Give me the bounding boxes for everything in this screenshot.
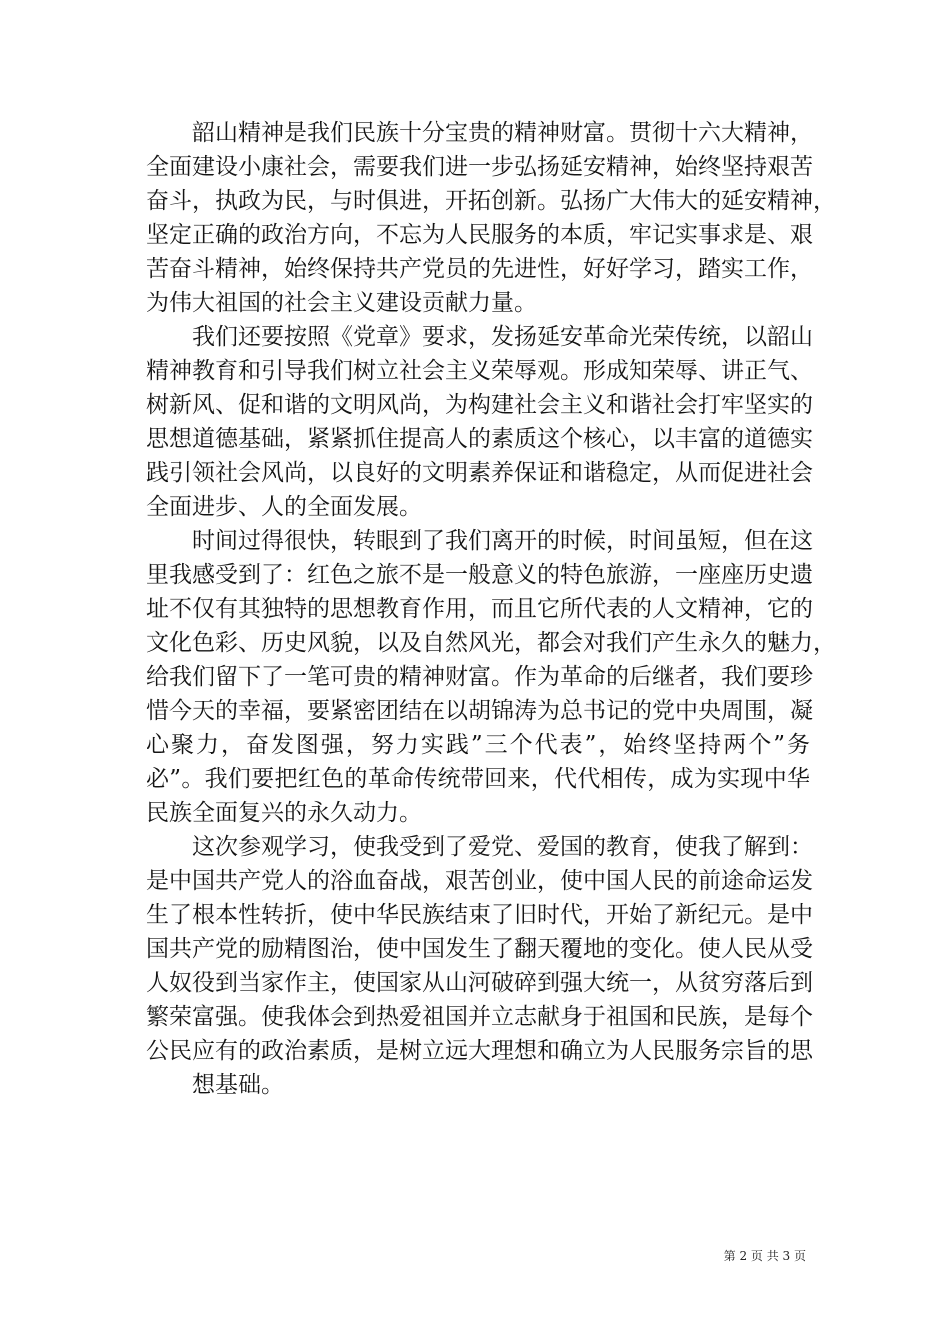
text-line: 奋斗，执政为民，与时俱进，开拓创新。弘扬广大伟大的延安精神，	[146, 188, 836, 214]
text-line: 践引领社会风尚，以良好的文明素养保证和谐稳定，从而促进社会	[146, 460, 813, 486]
text-line: 民族全面复兴的永久动力。	[146, 800, 422, 826]
text-line: 这次参观学习，使我受到了爱党、爱国的教育，使我了解到：	[192, 834, 813, 860]
text-line: 坚定正确的政治方向，不忘为人民服务的本质，牢记实事求是、艰	[146, 222, 813, 248]
text-line: 我们还要按照《党章》要求，发扬延安革命光荣传统，以韶山	[192, 324, 813, 350]
paragraph-2	[146, 320, 813, 524]
text-line: 国共产党的励精图治，使中国发生了翻天覆地的变化。使人民从受	[146, 936, 813, 962]
document-body	[146, 116, 836, 1102]
text-line: 全面建设小康社会，需要我们进一步弘扬延安精神，始终坚持艰苦	[146, 154, 813, 180]
text-line: 人奴役到当家作主，使国家从山河破碎到强大统一，从贫穷落后到	[146, 970, 813, 996]
text-line: 惜今天的幸福，要紧密团结在以胡锦涛为总书记的党中央周围，凝	[146, 698, 813, 724]
text-line: 想基础。	[192, 1072, 284, 1098]
text-line: 公民应有的政治素质，是树立远大理想和确立为人民服务宗旨的思	[146, 1038, 813, 1064]
text-line: 时间过得很快，转眼到了我们离开的时候，时间虽短，但在这	[192, 528, 813, 554]
text-line: 文化色彩、历史风貌，以及自然风光，都会对我们产生永久的魅力，	[146, 630, 836, 656]
text-line: 给我们留下了一笔可贵的精神财富。作为革命的后继者，我们要珍	[146, 664, 813, 690]
text-line: 繁荣富强。使我体会到热爱祖国并立志献身于祖国和民族，是每个	[146, 1004, 813, 1030]
paragraph-1	[146, 116, 836, 320]
text-line: 址不仅有其独特的思想教育作用，而且它所代表的人文精神，它的	[146, 596, 813, 622]
text-line: 精神教育和引导我们树立社会主义荣辱观。形成知荣辱、讲正气、	[146, 358, 813, 384]
text-line: 生了根本性转折，使中华民族结束了旧时代，开始了新纪元。是中	[146, 902, 813, 928]
text-line: 韶山精神是我们民族十分宝贵的精神财富。贯彻十六大精神，	[192, 120, 813, 146]
text-line: 思想道德基础，紧紧抓住提高人的素质这个核心，以丰富的道德实	[146, 426, 813, 452]
text-line: 树新风、促和谐的文明风尚，为构建社会主义和谐社会打牢坚实的	[146, 392, 813, 418]
paragraph-4	[146, 830, 813, 1102]
paragraph-3	[146, 524, 836, 830]
text-line: 为伟大祖国的社会主义建设贡献力量。	[146, 290, 537, 316]
text-line: 是中国共产党人的浴血奋战，艰苦创业，使中国人民的前途命运发	[146, 868, 813, 894]
text-line: 必”。我们要把红色的革命传统带回来，代代相传，成为实现中华	[146, 766, 810, 792]
text-line: 心聚力，奋发图强，努力实践”三个代表”，始终坚持两个”务	[146, 732, 810, 758]
text-line: 全面进步、人的全面发展。	[146, 494, 422, 520]
text-line: 里我感受到了：红色之旅不是一般意义的特色旅游，一座座历史遗	[146, 562, 813, 588]
text-line: 苦奋斗精神，始终保持共产党员的先进性，好好学习，踏实工作，	[146, 256, 813, 282]
page-number: 第 2 页 共 3 页	[723, 1249, 806, 1263]
